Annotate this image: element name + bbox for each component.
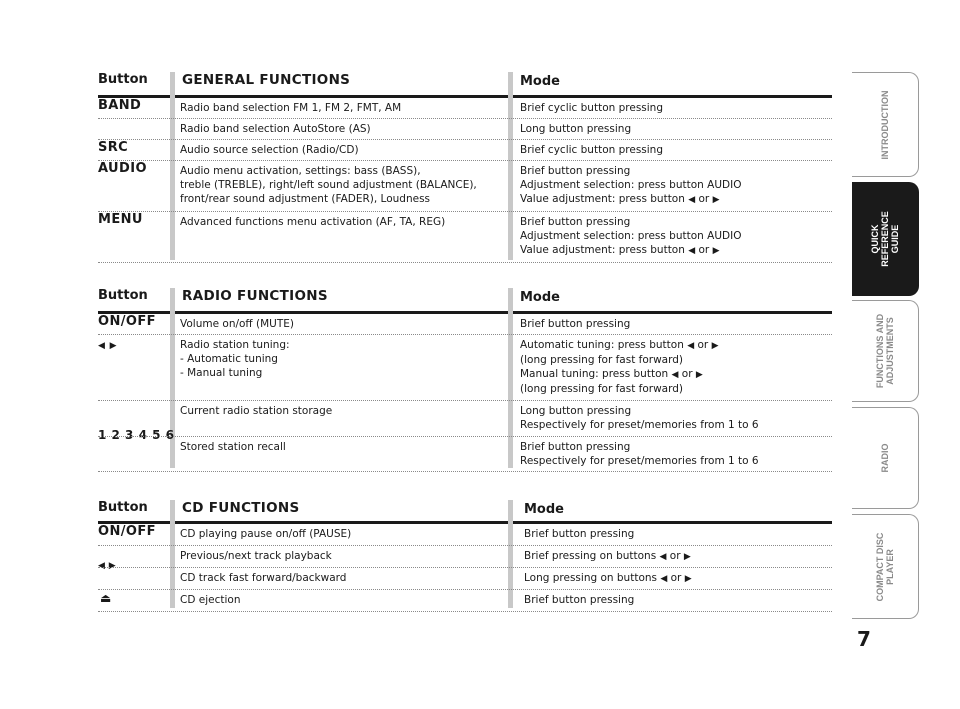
left-triangle-icon: ◀ <box>688 246 696 256</box>
left-triangle-icon: ◀ <box>98 341 106 351</box>
function-line: - Automatic tuning <box>180 353 278 365</box>
function-text: Radio band selection AutoStore (AS) <box>180 123 371 135</box>
table-row <box>98 546 832 568</box>
general-header <box>98 72 832 98</box>
tab-label-line: FUNCTIONS AND <box>875 313 885 389</box>
mode-text <box>520 404 820 432</box>
or-text: or <box>670 572 682 584</box>
tab-compact-disc-player[interactable] <box>852 514 919 619</box>
tab-label-line: QUICK <box>870 224 880 254</box>
cd-mode-header: Mode <box>524 502 564 517</box>
radio-mode-header: Mode <box>520 290 560 305</box>
mode-text <box>520 338 820 396</box>
left-triangle-icon: ◀ <box>659 552 667 562</box>
function-text: Stored station recall <box>180 441 286 453</box>
left-triangle-icon: ◀ <box>671 370 679 380</box>
function-text <box>180 164 500 206</box>
tab-label: INTRODUCTION <box>880 90 890 159</box>
or-text: or <box>681 368 693 380</box>
function-text: Volume on/off (MUTE) <box>180 318 294 330</box>
function-text: CD ejection <box>180 594 241 606</box>
general-functions-title: GENERAL FUNCTIONS <box>182 72 351 88</box>
cd-functions-title: CD FUNCTIONS <box>182 500 300 516</box>
mode-line-text: Value adjustment: press button <box>520 193 685 205</box>
mode-text: Brief cyclic button pressing <box>520 102 663 114</box>
or-text: or <box>698 244 710 256</box>
preset-rows <box>98 401 832 472</box>
mode-text: Brief button pressing <box>524 594 635 606</box>
right-triangle-icon: ▶ <box>683 552 691 562</box>
function-line: front/rear sound adjustment (FADER), Loudness <box>180 193 431 205</box>
mode-line-text: Value adjustment: press button <box>520 244 685 256</box>
table-row <box>98 335 832 401</box>
mode-text: Long button pressing <box>520 123 632 135</box>
tab-label-line: ADJUSTMENTS <box>885 317 895 385</box>
tab-label-line: PLAYER <box>885 548 895 585</box>
right-triangle-icon: ▶ <box>695 370 703 380</box>
tab-label-line: GUIDE <box>890 224 900 254</box>
table-row <box>98 401 832 437</box>
mode-line-text: Long pressing on buttons <box>524 572 657 584</box>
arrow-buttons-label <box>98 338 117 353</box>
tab-functions-and-adjustments[interactable] <box>852 300 919 402</box>
mode-line <box>520 243 820 258</box>
table-row <box>98 590 832 612</box>
function-text: Audio source selection (Radio/CD) <box>180 144 359 156</box>
table-row <box>98 437 832 472</box>
function-line: - Manual tuning <box>180 367 263 379</box>
general-mode-header: Mode <box>520 74 560 89</box>
mode-line <box>520 192 820 207</box>
table-row <box>98 212 832 263</box>
right-triangle-icon: ▶ <box>712 195 720 205</box>
or-text: or <box>697 339 709 351</box>
function-text: Radio band selection FM 1, FM 2, FMT, AM <box>180 102 402 114</box>
or-text: or <box>698 193 710 205</box>
function-text: Current radio station storage <box>180 405 333 417</box>
arrow-rows <box>98 546 832 590</box>
mode-line: Respectively for preset/memories from 1 to 6 <box>520 455 759 467</box>
mode-line: Adjustment selection: press button AUDIO <box>520 179 742 191</box>
table-row <box>98 119 832 140</box>
right-triangle-icon: ▶ <box>684 574 692 584</box>
src-button-label: SRC <box>98 140 129 155</box>
tab-label <box>870 211 900 267</box>
mode-line-text: Manual tuning: press button <box>520 368 669 380</box>
mode-text <box>520 440 820 468</box>
preset-buttons-label: 1 2 3 4 5 6 <box>98 428 175 442</box>
table-row <box>98 524 832 546</box>
function-line: Audio menu activation, settings: bass (BASS), <box>180 165 421 177</box>
mode-line <box>520 367 820 382</box>
mode-text: Brief button pressing <box>520 318 631 330</box>
radio-header <box>98 288 832 314</box>
mode-line: Long button pressing <box>520 405 632 417</box>
radio-button-header: Button <box>98 288 148 303</box>
mode-line: (long pressing for fast forward) <box>520 383 684 395</box>
table-row <box>98 98 832 119</box>
right-triangle-icon: ▶ <box>109 341 117 351</box>
cd-header <box>98 500 832 524</box>
left-triangle-icon: ◀ <box>688 195 696 205</box>
mode-text <box>520 215 820 258</box>
table-row <box>98 314 832 335</box>
mode-text <box>520 164 820 207</box>
function-text: CD track fast forward/backward <box>180 572 347 584</box>
mode-line: Brief button pressing <box>520 441 631 453</box>
mode-line: Brief button pressing <box>520 216 631 228</box>
tab-label: RADIO <box>880 443 890 473</box>
mode-line: Respectively for preset/memories from 1 to 6 <box>520 419 759 431</box>
audio-button-label: AUDIO <box>98 161 147 176</box>
general-button-header: Button <box>98 72 148 87</box>
left-triangle-icon: ◀ <box>660 574 668 584</box>
or-text: or <box>669 550 681 562</box>
tab-label <box>875 532 895 601</box>
mode-text: Brief button pressing <box>524 528 635 540</box>
mode-line: Adjustment selection: press button AUDIO <box>520 230 742 242</box>
page-number: 7 <box>857 627 871 651</box>
eject-icon: ⏏ <box>100 591 112 605</box>
function-text <box>180 338 500 380</box>
tab-introduction[interactable] <box>852 72 919 177</box>
function-line: Radio station tuning: <box>180 339 290 351</box>
mode-text <box>524 571 824 586</box>
mode-line-text: Automatic tuning: press button <box>520 339 684 351</box>
mode-line: (long pressing for fast forward) <box>520 354 684 366</box>
table-row <box>98 140 832 161</box>
mode-text: Brief cyclic button pressing <box>520 144 663 156</box>
general-functions-section <box>98 72 832 263</box>
tab-radio[interactable] <box>852 407 919 509</box>
band-button-label: BAND <box>98 98 142 113</box>
onoff-button-label: ON/OFF <box>98 314 156 329</box>
tab-label-line: REFERENCE <box>880 211 890 267</box>
function-line: treble (TREBLE), right/left sound adjustment (BALANCE), <box>180 179 477 191</box>
right-triangle-icon: ▶ <box>108 561 116 571</box>
cd-button-header: Button <box>98 500 148 515</box>
table-row <box>98 568 832 590</box>
function-text: CD playing pause on/off (PAUSE) <box>180 528 352 540</box>
mode-line <box>520 338 820 353</box>
tab-label <box>875 314 895 388</box>
tab-quick-reference-guide[interactable] <box>852 182 919 296</box>
menu-button-label: MENU <box>98 212 143 227</box>
cd-functions-section <box>98 500 832 612</box>
mode-text <box>524 549 824 564</box>
onoff-button-label: ON/OFF <box>98 524 156 539</box>
radio-functions-title: RADIO FUNCTIONS <box>182 288 328 304</box>
table-row <box>98 161 832 212</box>
right-triangle-icon: ▶ <box>711 341 719 351</box>
right-triangle-icon: ▶ <box>712 246 720 256</box>
radio-functions-section <box>98 288 832 472</box>
mode-line-text: Brief pressing on buttons <box>524 550 657 562</box>
tab-label-line: COMPACT DISC <box>875 532 885 601</box>
left-triangle-icon: ◀ <box>98 561 105 571</box>
mode-line: Brief button pressing <box>520 165 631 177</box>
function-text: Previous/next track playback <box>180 550 332 562</box>
left-triangle-icon: ◀ <box>687 341 695 351</box>
function-text: Advanced functions menu activation (AF, TA, REG) <box>180 216 446 228</box>
